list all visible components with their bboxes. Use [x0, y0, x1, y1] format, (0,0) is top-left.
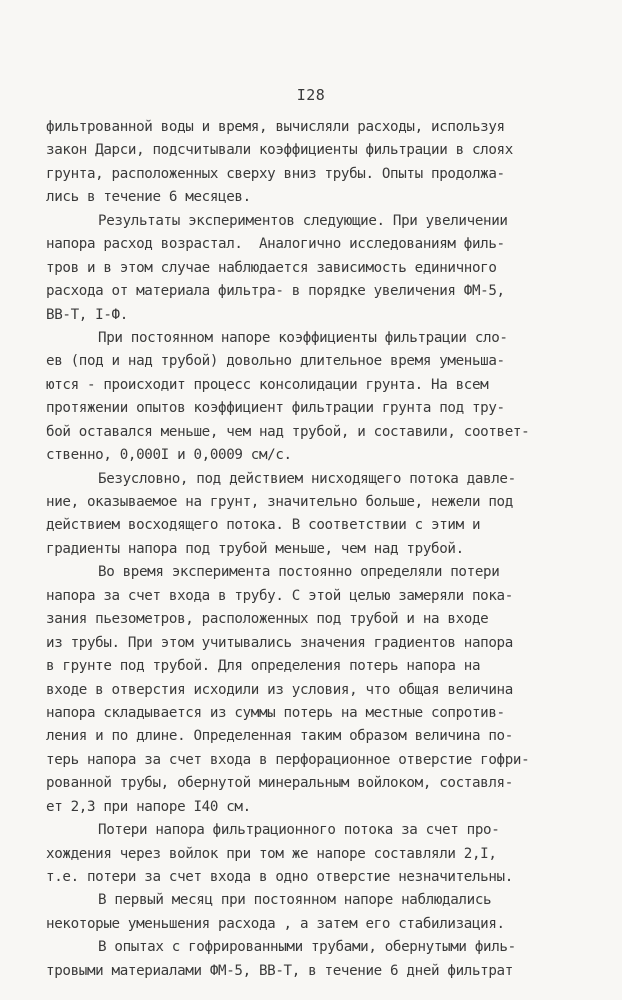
text-line: тров и в этом случае наблюдается зависимость единичного [46, 259, 497, 276]
text-line: Во время эксперимента постоянно определяли потери [98, 564, 500, 581]
text-line: фильтрованной воды и время, вычисляли расходы, используя [46, 119, 505, 135]
text-line: терь напора за счет входа в перфорационное отверстие гофри- [46, 751, 530, 768]
document-body [46, 116, 576, 983]
text-line: из трубы. При этом учитывались значения градиентов напора [46, 634, 513, 651]
text-line: в грунте под трубой. Для определения потерь напора на [46, 658, 481, 675]
text-line: грунта, расположенных сверху вниз трубы. Опыты продолжа- [46, 165, 505, 182]
text-line: Безусловно, под действием нисходящего потока давле- [98, 470, 516, 487]
text-line: тровыми материалами ФМ-5, ВВ-Т, в течение 6 дней фильтрат [46, 962, 513, 979]
page-number: I28 [296, 86, 326, 104]
text-line: хождения через войлок при том же напоре составляли 2,I, [46, 845, 497, 862]
text-line: напора расход возрастал. Аналогично исследованиям филь- [46, 236, 505, 253]
text-line: В опытах с гофрированными трубами, обернутыми филь- [98, 939, 516, 956]
text-line: закон Дарси, подсчитывали коэффициенты фильтрации в слоях [46, 142, 513, 159]
text-line: ются - происходит процесс консолидации грунта. На всем [46, 376, 489, 393]
text-line: ет 2,3 при напоре I40 см. [46, 798, 251, 815]
text-line: ственно, 0,000I и 0,0009 см/с. [46, 447, 292, 464]
text-line: напора складывается из суммы потерь на местные сопротив- [46, 704, 505, 721]
text-line: градиенты напора под трубой меньше, чем над трубой. [46, 540, 464, 557]
text-line: лись в течение 6 месяцев. [46, 189, 251, 206]
text-line: рованной трубы, обернутой минеральным войлоком, составля- [46, 775, 513, 792]
text-line: зания пьезометров, расположенных под трубой и на входе [46, 611, 489, 628]
text-line: Потери напора фильтрационного потока за счет про- [98, 822, 500, 839]
text-line: ев (под и над трубой) довольно длительное время уменьша- [46, 353, 505, 370]
text-line: действием восходящего потока. В соответствии с этим и [46, 517, 481, 534]
text-line: ние, оказываемое на грунт, значительно больше, нежели под [46, 494, 513, 510]
text-line: В первый месяц при постоянном напоре наблюдались [98, 892, 492, 909]
text-line: некоторые уменьшения расхода , а затем его стабилизация. [46, 915, 505, 932]
text-line: Результаты экспериментов следующие. При увеличении [98, 212, 508, 229]
text-line: расхода от материала фильтра- в порядке увеличения ФМ-5, [46, 283, 505, 300]
text-line: напора за счет входа в трубу. С этой целью замеряли пока- [46, 587, 513, 604]
text-line: При постоянном напоре коэффициенты фильтрации сло- [98, 329, 508, 346]
text-line: бой оставался меньше, чем над трубой, и составили, соответ- [46, 423, 530, 440]
text-line: ления и по длине. Определенная таким образом величина по- [46, 728, 513, 745]
text-line: входе в отверстия исходили из условия, что общая величина [46, 681, 513, 698]
text-line: протяжении опытов коэффициент фильтрации грунта под тру- [46, 400, 505, 417]
text-line: т.е. потери за счет входа в одно отверстие незначительны. [46, 869, 513, 885]
text-line: ВВ-Т, I-Ф. [46, 306, 128, 323]
